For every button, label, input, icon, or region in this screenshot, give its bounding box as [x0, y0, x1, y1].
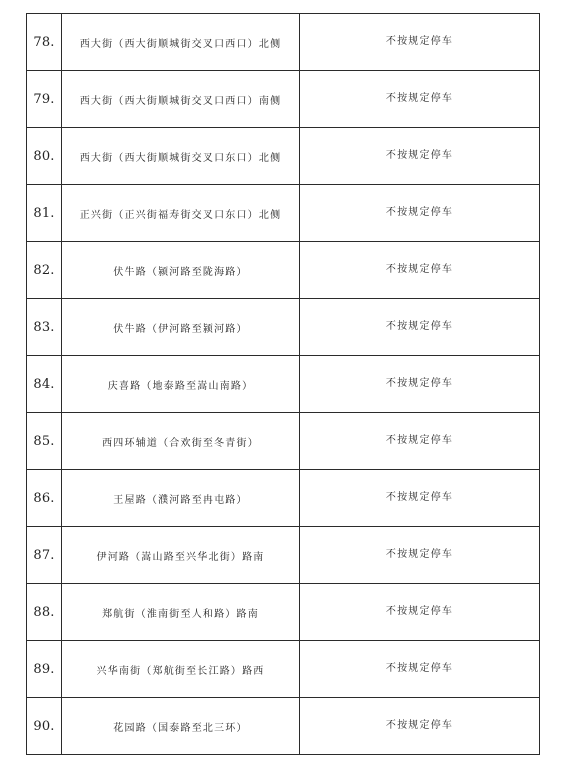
violation-cell — [300, 242, 540, 299]
violation-text: 不按规定停车 — [385, 320, 454, 332]
violation-text: 不按规定停车 — [385, 263, 454, 275]
table-row — [27, 71, 540, 128]
location-cell: 西四环辅道（合欢街至冬青街） — [62, 413, 300, 470]
table-row — [27, 698, 540, 755]
violation-cell — [300, 470, 540, 527]
location-cell: 伏牛路（颍河路至陇海路） — [62, 242, 300, 299]
violation-text: 不按规定停车 — [385, 206, 454, 218]
row-number: 88. — [27, 584, 62, 641]
row-number: 84. — [27, 356, 62, 413]
table-row — [27, 413, 540, 470]
location-cell: 西大街（西大街顺城街交叉口西口）北侧 — [62, 14, 300, 71]
row-number: 90. — [27, 698, 62, 755]
violation-cell — [300, 299, 540, 356]
row-number: 87. — [27, 527, 62, 584]
row-number: 83. — [27, 299, 62, 356]
violation-cell — [300, 641, 540, 698]
row-number: 82. — [27, 242, 62, 299]
location-cell: 兴华南街（郑航街至长江路）路西 — [62, 641, 300, 698]
violation-text: 不按规定停车 — [385, 434, 454, 446]
violation-text: 不按规定停车 — [385, 92, 454, 104]
location-cell: 伊河路（嵩山路至兴华北街）路南 — [62, 527, 300, 584]
row-number: 89. — [27, 641, 62, 698]
location-cell: 西大街（西大街顺城街交叉口西口）南侧 — [62, 71, 300, 128]
table-row — [27, 356, 540, 413]
row-number: 78. — [27, 14, 62, 71]
violation-cell — [300, 14, 540, 71]
table-row — [27, 527, 540, 584]
violation-text: 不按规定停车 — [385, 149, 454, 161]
violation-text: 不按规定停车 — [385, 377, 454, 389]
violation-cell — [300, 413, 540, 470]
violation-text: 不按规定停车 — [385, 605, 454, 617]
table-row — [27, 185, 540, 242]
violation-locations-table — [26, 13, 540, 755]
violation-cell — [300, 128, 540, 185]
violation-cell — [300, 185, 540, 242]
row-number: 79. — [27, 71, 62, 128]
location-cell: 王屋路（濮河路至冉屯路） — [62, 470, 300, 527]
location-cell: 正兴街（正兴街福寿街交叉口东口）北侧 — [62, 185, 300, 242]
table-row — [27, 242, 540, 299]
row-number: 81. — [27, 185, 62, 242]
violation-text: 不按规定停车 — [385, 548, 454, 560]
location-cell: 伏牛路（伊河路至颍河路） — [62, 299, 300, 356]
table-row — [27, 128, 540, 185]
location-cell: 花园路（国泰路至北三环） — [62, 698, 300, 755]
row-number: 80. — [27, 128, 62, 185]
table-row — [27, 299, 540, 356]
violation-cell — [300, 356, 540, 413]
violation-text: 不按规定停车 — [385, 662, 454, 674]
violation-text: 不按规定停车 — [385, 719, 454, 731]
row-number: 86. — [27, 470, 62, 527]
location-cell: 郑航街（淮南街至人和路）路南 — [62, 584, 300, 641]
location-cell: 庆喜路（地泰路至嵩山南路） — [62, 356, 300, 413]
violation-text: 不按规定停车 — [385, 491, 454, 503]
violation-cell — [300, 71, 540, 128]
violation-cell — [300, 527, 540, 584]
violation-cell — [300, 584, 540, 641]
table-row — [27, 14, 540, 71]
row-number: 85. — [27, 413, 62, 470]
violation-text: 不按规定停车 — [385, 35, 454, 47]
violation-cell — [300, 698, 540, 755]
table-row — [27, 584, 540, 641]
table-row — [27, 641, 540, 698]
location-cell: 西大街（西大街顺城街交叉口东口）北侧 — [62, 128, 300, 185]
table-row — [27, 470, 540, 527]
